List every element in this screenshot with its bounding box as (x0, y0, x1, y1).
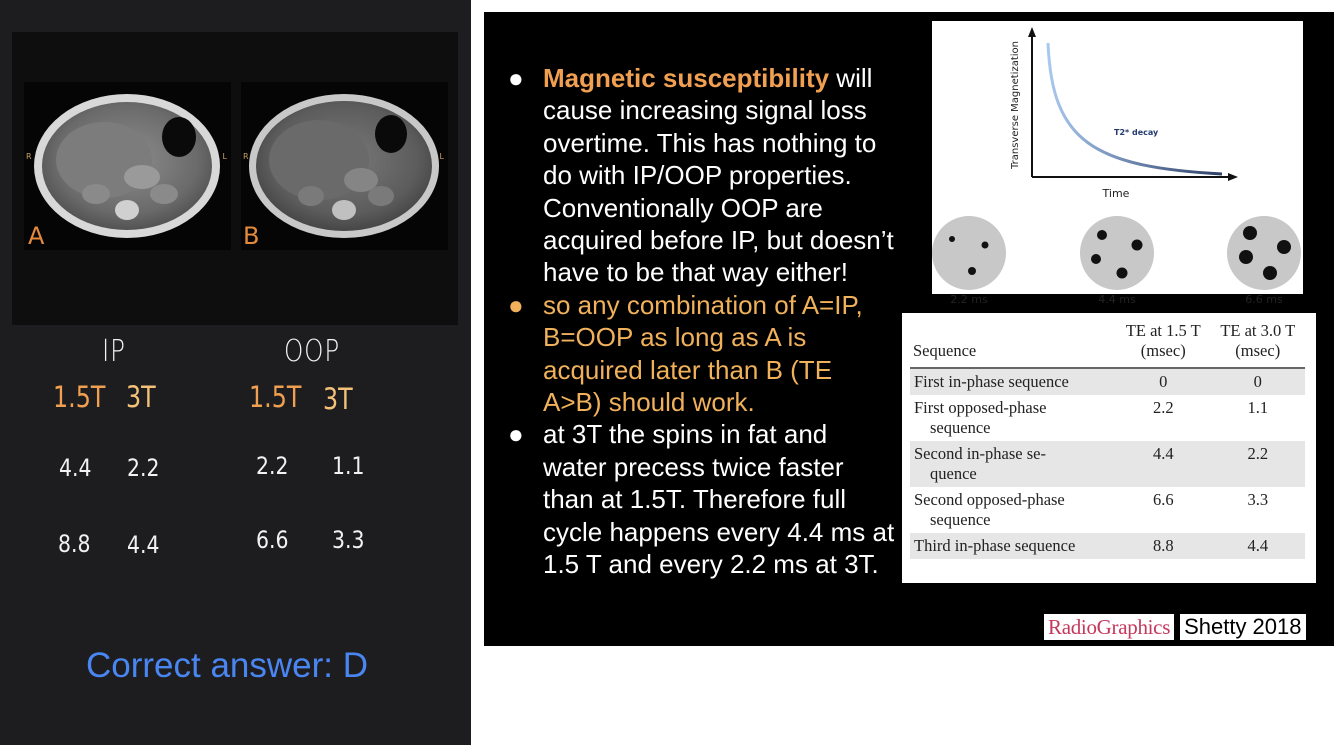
bullet-text: at 3T the spins in fat and water precess twice faster than at 1.5T. Therefore full cycle happens every 4.4 ms at 1.5 T and every 2.2 ms at 3T. (543, 419, 895, 580)
decay-curve-label: T2* decay (1114, 128, 1159, 137)
ip-3t-label: 3T (126, 380, 156, 414)
table-row (910, 487, 1305, 533)
quiz-panel (0, 0, 471, 745)
table-row (910, 395, 1305, 441)
bullet-text: so any combination of A=IP, B=OOP as long as A is acquired later than B (TE A>B) should work. (543, 289, 863, 418)
source-citation (1044, 614, 1306, 640)
header-line: (msec) (1235, 341, 1281, 360)
ip-header: IP (102, 334, 126, 369)
te-1-5t-cell: 0 (1116, 368, 1211, 395)
bullet-item (506, 418, 896, 580)
ip-1-5t-value: 4.4 (59, 454, 92, 482)
te-3t-cell: 0 (1211, 368, 1306, 395)
te-1-5t-cell: 2.2 (1152, 398, 1174, 417)
oop-1-5t-value: 6.6 (256, 526, 289, 554)
ip-1-5t-label: 1.5T (53, 380, 106, 414)
table-row (910, 533, 1305, 559)
sequence-name: First opposed-phase (914, 398, 1047, 417)
sequence-cell (910, 395, 1116, 441)
te-table (910, 321, 1305, 559)
bullet-dot: ● (508, 289, 524, 320)
header-line: TE at 1.5 T (1125, 321, 1201, 340)
oop-header: OOP (284, 334, 341, 369)
te-1-5t-cell: 6.6 (1152, 490, 1174, 509)
sequence-name-cont: sequence (930, 418, 991, 437)
table-row (910, 368, 1305, 395)
sequence-cell (910, 368, 1116, 395)
te-3t-cell: 4.4 (1211, 533, 1306, 559)
col-header-sequence: Sequence (910, 321, 1116, 368)
time-label: 6.6 ms (1245, 293, 1283, 306)
oop-3t-value: 3.3 (332, 526, 365, 554)
oop-3t-label: 3T (323, 382, 353, 416)
sequence-name-cont: quence (930, 464, 977, 483)
decay-ylabel: Transverse Magnetization (1010, 41, 1021, 169)
bullet-item (506, 289, 896, 419)
decay-xlabel: Time (1102, 187, 1130, 200)
te-1-5t-cell: 8.8 (1116, 533, 1211, 559)
header-line: TE at 3.0 T (1220, 321, 1296, 340)
sequence-cell (910, 441, 1116, 487)
bullet-item (506, 62, 896, 289)
correct-answer: Correct answer: D (86, 646, 369, 685)
decay-curve (1048, 43, 1222, 174)
mri-image-b (241, 82, 448, 250)
bullet-list (506, 62, 896, 581)
mri-image-a (24, 82, 231, 250)
sequence-cell (910, 533, 1116, 559)
author-citation: Shetty 2018 (1180, 614, 1305, 640)
sequence-name: Second in-phase se- (914, 444, 1046, 463)
spin-disc-2 (1080, 216, 1154, 290)
t2-decay-figure (932, 21, 1303, 306)
image-b-label: B (243, 222, 260, 250)
sequence-name-cont: sequence (930, 510, 991, 529)
right-side-marker: R (243, 152, 249, 161)
ip-3t-value: 4.4 (127, 531, 160, 559)
te-3t-cell: 2.2 (1211, 441, 1306, 487)
journal-name: RadioGraphics (1044, 614, 1174, 640)
oop-1-5t-value: 2.2 (256, 452, 289, 480)
mri-image-pair (12, 32, 458, 325)
bullet-highlight: Magnetic susceptibility (543, 63, 830, 93)
ip-3t-value: 2.2 (127, 454, 160, 482)
sequence-name: First in-phase sequence (914, 372, 1069, 391)
col-header-te-3t (1211, 321, 1306, 368)
time-label: 2.2 ms (950, 293, 988, 306)
left-side-marker: L (439, 152, 444, 161)
slide (484, 12, 1334, 646)
header-line: (msec) (1140, 341, 1186, 360)
table-row (910, 441, 1305, 487)
te-3t-cell: 1.1 (1247, 398, 1269, 417)
time-label: 4.4 ms (1098, 293, 1136, 306)
sequence-cell (910, 487, 1116, 533)
table-header-row (910, 321, 1305, 368)
sequence-name: Second opposed-phase (914, 490, 1065, 509)
bullet-dot: ● (508, 63, 524, 93)
sequence-name: Third in-phase sequence (914, 536, 1076, 555)
oop-1-5t-label: 1.5T (249, 380, 302, 414)
right-side-marker: R (26, 152, 32, 161)
te-1-5t-cell: 4.4 (1116, 441, 1211, 487)
te-table-figure (902, 313, 1316, 583)
left-side-marker: L (222, 152, 227, 161)
ip-1-5t-value: 8.8 (58, 530, 91, 558)
col-header-te-1-5t (1116, 321, 1211, 368)
oop-3t-value: 1.1 (332, 452, 365, 480)
bullet-dot: ● (508, 419, 524, 450)
spin-disc-1 (932, 216, 1006, 290)
bullet-text: will cause increasing signal loss overtime. This has nothing to do with IP/OOP properties. Conventionally OOP are acquired before IP, but doesn’t have to be that way either! (543, 63, 894, 288)
te-3t-cell: 3.3 (1247, 490, 1269, 509)
spin-disc-3 (1227, 216, 1301, 290)
image-a-label: A (28, 222, 45, 250)
